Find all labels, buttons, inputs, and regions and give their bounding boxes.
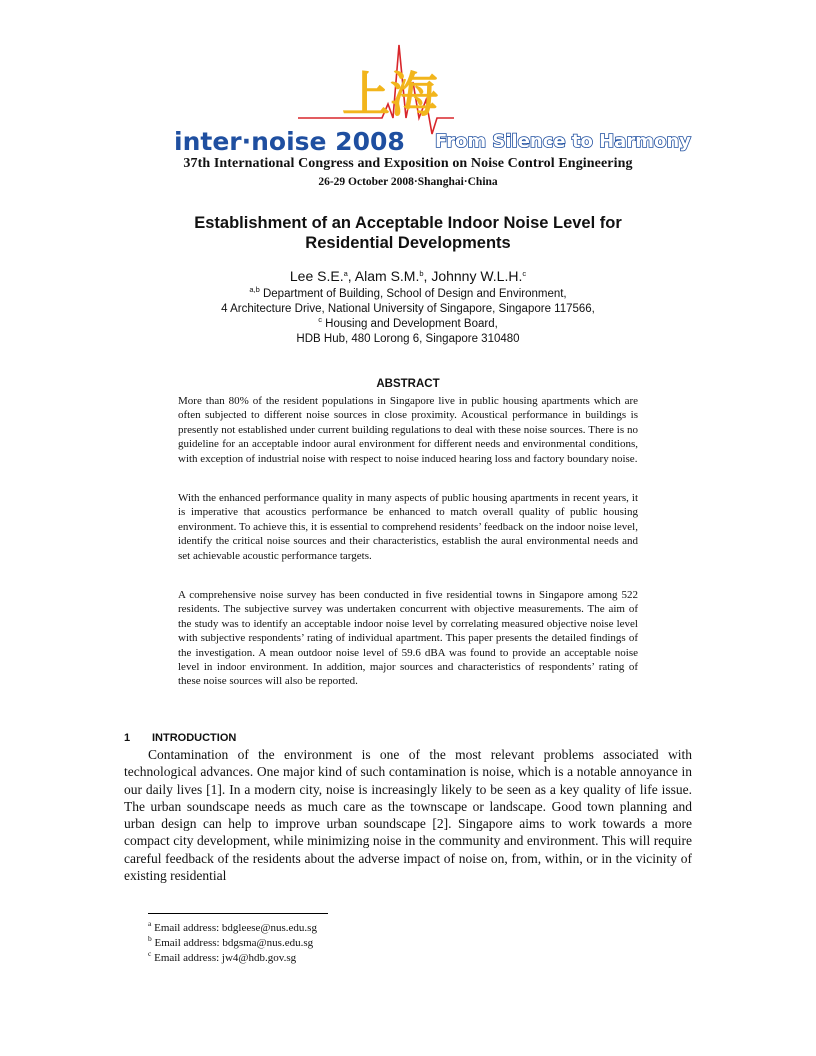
conference-date: 26-29 October 2008·Shanghai·China bbox=[318, 176, 498, 188]
affil-line: Housing and Development Board, bbox=[325, 318, 498, 330]
section-title: INTRODUCTION bbox=[152, 732, 237, 744]
footnote bbox=[148, 949, 297, 964]
affil-line: HDB Hub, 480 Lorong 6, Singapore 310480 bbox=[296, 333, 520, 345]
affil-line: Department of Building, School of Design and Environment, bbox=[262, 288, 567, 300]
author-name: Johnny W.L.H. bbox=[431, 268, 523, 284]
conference-name: 37th International Congress and Exposition on Noise Control Engineering bbox=[183, 156, 633, 171]
affil-sup: c bbox=[318, 315, 322, 324]
footnote-text: Email address: bdgsma@nus.edu.sg bbox=[154, 937, 314, 949]
section-number: 1 bbox=[124, 732, 131, 744]
footnote-sup: c bbox=[148, 949, 152, 958]
shanghai-calligraphy: 上海 bbox=[342, 67, 439, 123]
paper-title bbox=[120, 213, 696, 253]
footnote-rule bbox=[148, 913, 328, 914]
author-list: Lee S.E.$^a$, Alam S.M.$^b$, Johnny W.L.H.$^c$ bbox=[289, 268, 527, 284]
introduction-paragraph: Contamination of the environment is one of the most relevant problems associated with technological advances. One major kind of such contamination is noise, which is a notable annoyance in our daily lives [1]. In a modern city, noise is increasingly likely to be seen as a key quality of life issue. The urban soundscape needs as much care as the townscape or landscape. Good town planning and urban design can help to improve urban soundscape [2]. Singapore aims to work towards a more compact city development, while minimizing noise in the community and environment. This will require careful feedback of the residents about the adverse impact of noise on, from, within, or in the vicinity of existing residential bbox=[124, 747, 692, 884]
footnote bbox=[148, 919, 317, 934]
abstract-paragraph-3: A comprehensive noise survey has been conducted in five residential towns in Singapore among 522 residents. The subjective survey was undertaken concurrent with objective measurements. The aim of the study was to identify an acceptable indoor noise level by correlating measured objective noise level with subjective respondents’ rating of individual apartment. This paper presents the detailed findings of the investigation. A mean outdoor noise level of 59.6 dBA was found to provide an acceptable noise level in indoor environment. In addition, major sources and characteristics of respondents’ rating of these noise sources will also be reported. bbox=[178, 589, 638, 688]
conference-logo bbox=[0, 0, 816, 160]
abstract-heading: ABSTRACT bbox=[376, 378, 440, 390]
author-sup: b bbox=[419, 269, 424, 278]
author-sup: c bbox=[522, 269, 527, 278]
footnote-text: Email address: jw4@hdb.gov.sg bbox=[154, 952, 297, 964]
abstract-paragraph-2: With the enhanced performance quality in many aspects of public housing apartments in recent years, it is imperative that acoustics performance be enhanced to match overall quality of public housing environment. To achieve this, it is essential to comprehend residents’ feedback on the indoor noise level, identify the critical noise sources and their characteristics, establish the aural environmental needs and set achievable acoustic performance targets. bbox=[178, 492, 638, 562]
footnote bbox=[148, 934, 314, 949]
footnote-sup: b bbox=[148, 934, 152, 943]
affil-sup: a,b bbox=[249, 285, 260, 294]
logo-tagline: From Silence to Harmony bbox=[435, 131, 691, 152]
paper-title-line2: Residential Developments bbox=[305, 234, 511, 252]
logo-internoise-text: inter·noise 2008 bbox=[174, 127, 405, 156]
footnote-sup: a bbox=[148, 919, 152, 928]
author-name: Lee S.E. bbox=[289, 268, 344, 284]
affiliations bbox=[0, 287, 816, 347]
affil-line: 4 Architecture Drive, National University of Singapore, Singapore 117566, bbox=[221, 303, 595, 315]
author-sup: a bbox=[343, 269, 348, 278]
paper-title-line1: Establishment of an Acceptable Indoor Noise Level for bbox=[194, 214, 622, 232]
author-name: Alam S.M. bbox=[354, 268, 420, 284]
footnote-text: Email address: bdgleese@nus.edu.sg bbox=[154, 922, 317, 934]
abstract-paragraph-1: More than 80% of the resident populations in Singapore live in public housing apartments which are often subjected to different noise sources in close proximity. Acoustical performance in buildings is presently not established under current building regulations to deal with these noise sources. There is no guideline for an acceptable indoor aural environment for different needs and environmental conditions, with exception of industrial noise with respect to noise induced hearing loss and factory boundary noise. bbox=[178, 395, 638, 465]
section-heading-introduction bbox=[124, 732, 236, 744]
